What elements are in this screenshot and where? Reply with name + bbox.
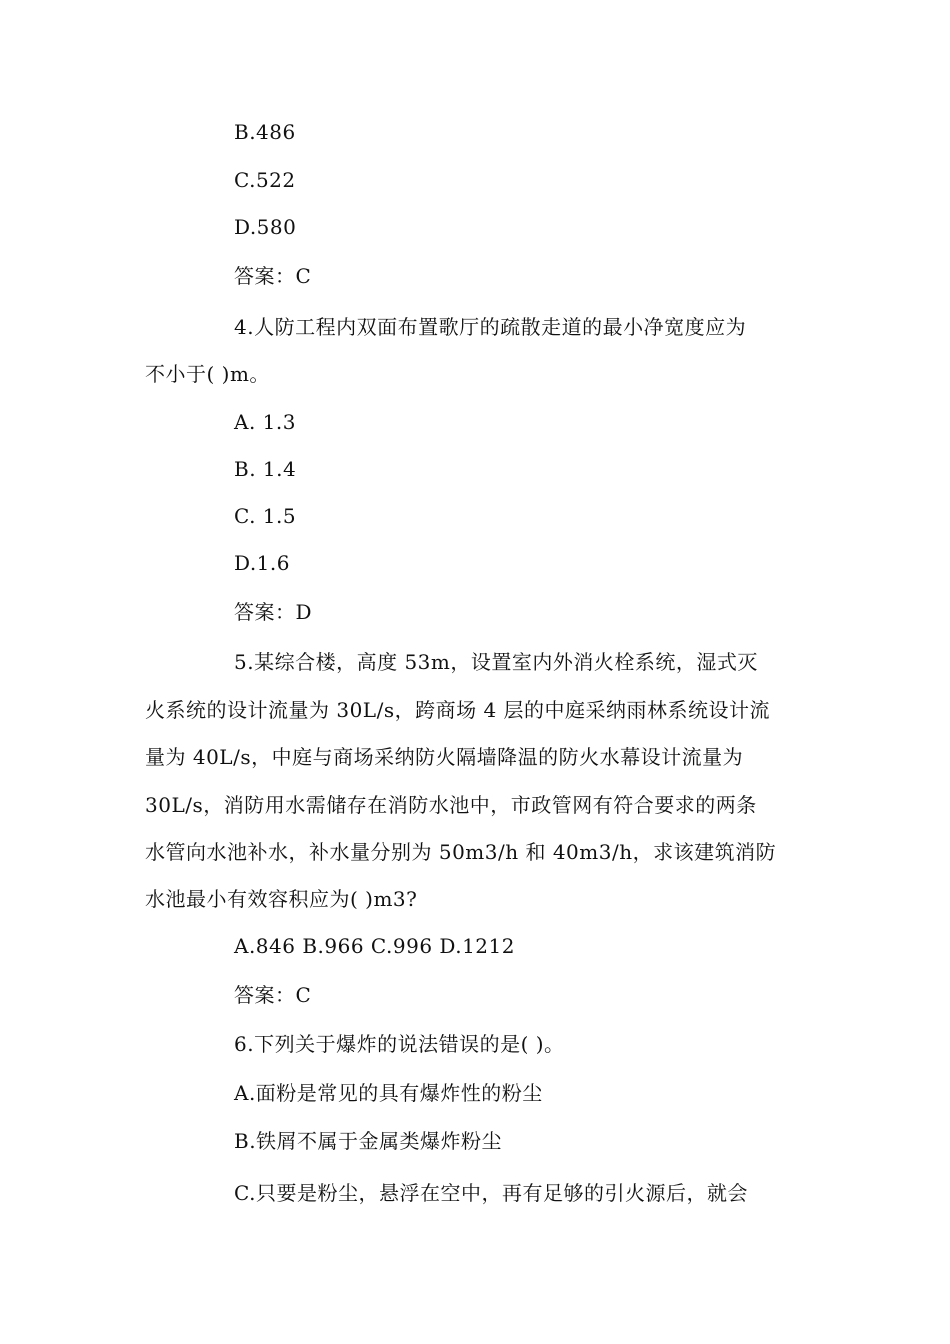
answer-line-4: 答案：D: [234, 600, 313, 624]
option-d-580: D.580: [234, 215, 297, 239]
question-5-line-4: 30L/s，消防用水需储存在消防水池中，市政管网有符合要求的两条: [145, 793, 757, 817]
question-4-line-2: 不小于( )m。: [145, 362, 270, 386]
question-5-line-6: 水池最小有效容积应为( )m3?: [145, 887, 418, 911]
question-5-line-5: 水管向水池补水，补水量分别为 50m3/h 和 40m3/h，求该建筑消防: [145, 840, 777, 864]
question-5-line-2: 火系统的设计流量为 30L/s，跨商场 4 层的中庭采纳雨林系统设计流: [145, 698, 771, 722]
option-c-1-5: C. 1.5: [234, 504, 297, 528]
answer-line-3: 答案：C: [234, 264, 312, 288]
question-6-line-1: 6.下列关于爆炸的说法错误的是( )。: [234, 1032, 565, 1056]
option-a-flour: A.面粉是常见的具有爆炸性的粉尘: [234, 1081, 543, 1105]
option-b-486: B.486: [234, 120, 296, 144]
question-5-line-1: 5.某综合楼，高度 53m，设置室内外消火栓系统，湿式灭: [234, 650, 758, 674]
option-c-dust: C.只要是粉尘，悬浮在空中，再有足够的引火源后，就会: [234, 1181, 748, 1205]
question-5-line-3: 量为 40L/s，中庭与商场采纳防火隔墙降温的防火水幕设计流量为: [145, 745, 744, 769]
option-b-iron: B.铁屑不属于金属类爆炸粉尘: [234, 1129, 503, 1153]
answer-line-5: 答案：C: [234, 983, 312, 1007]
option-c-522: C.522: [234, 168, 296, 192]
question-4-line-1: 4.人防工程内双面布置歌厅的疏散走道的最小净宽度应为: [234, 315, 747, 339]
option-a-1-3: A. 1.3: [234, 410, 296, 434]
question-5-options: A.846 B.966 C.996 D.1212: [234, 934, 515, 958]
option-d-1-6: D.1.6: [234, 551, 290, 575]
option-b-1-4: B. 1.4: [234, 457, 297, 481]
